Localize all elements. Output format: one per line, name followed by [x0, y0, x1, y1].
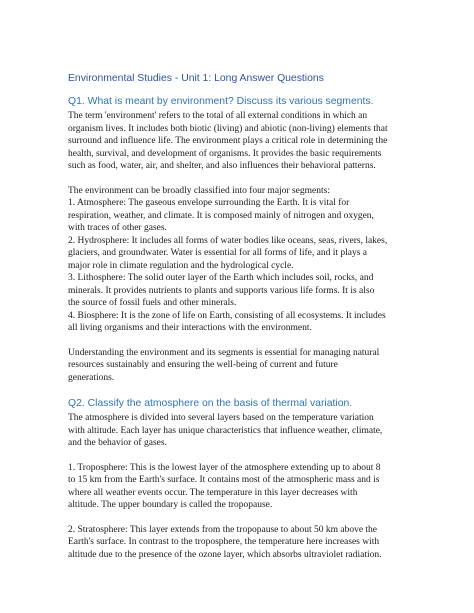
- q1-segments-list: [68, 185, 418, 335]
- document-content: [68, 72, 418, 561]
- paragraph-line: 2. Stratosphere: This layer extends from the tropopause to about 50 km above the: [68, 524, 378, 535]
- document-title: Environmental Studies - Unit 1: Long Answer Questions: [68, 73, 324, 84]
- paragraph-line: altitude. The upper boundary is called the tropopause.: [68, 500, 273, 510]
- paragraph-line: surround and influence life. The environment plays a critical role in determining the: [68, 136, 388, 146]
- q1-intro-paragraph: [68, 110, 418, 173]
- segment-biosphere-line: all living organisms and their interactions with the environment.: [68, 323, 312, 333]
- segment-lithosphere-line: minerals. It provides nutrients to plants and supports various life forms. It is also: [68, 285, 375, 296]
- segment-atmosphere-line: with traces of other gases.: [68, 223, 167, 233]
- paragraph-line: The atmosphere is divided into several layers based on the temperature variation: [68, 413, 374, 423]
- segment-lithosphere-line: the source of fossil fuels and other minerals.: [68, 298, 237, 308]
- segment-lithosphere-line: 3. Lithosphere: The solid outer layer of the Earth which includes soil, rocks, and: [68, 273, 374, 283]
- paragraph-line: The term 'environment' refers to the total of all external conditions in which an: [68, 111, 368, 121]
- segments-intro-line: The environment can be broadly classified into four major segments:: [68, 185, 330, 196]
- paragraph-line: with altitude. Each layer has unique characteristics that influence weather, climate,: [68, 425, 383, 436]
- paragraph-line: altitude due to the presence of the ozone layer, which absorbs ultraviolet radiation.: [68, 549, 382, 560]
- segment-atmosphere-line: respiration, weather, and climate. It is composed mainly of nitrogen and oxygen,: [68, 210, 374, 221]
- paragraph-line: organism lives. It includes both biotic (living) and abiotic (non-living) elements that: [68, 123, 388, 134]
- paragraph-line: Earth's surface. In contrast to the troposphere, the temperature here increases with: [68, 537, 380, 547]
- q2-heading: Q2. Classify the atmosphere on the basis of thermal variation.: [68, 398, 353, 409]
- q2-troposphere-paragraph: [68, 462, 418, 512]
- q2-stratosphere-paragraph: [68, 524, 418, 562]
- segment-atmosphere-line: 1. Atmosphere: The gaseous envelope surrounding the Earth. It is vital for: [68, 198, 350, 208]
- paragraph-line: to 15 km from the Earth's surface. It contains most of the atmospheric mass and is: [68, 475, 380, 485]
- segment-hydrosphere-line: major role in climate regulation and the hydrological cycle.: [68, 260, 294, 271]
- paragraph-line: such as food, water, air, and shelter, and also influences their behavioral patterns.: [68, 161, 376, 171]
- paragraph-line: resources sustainably and ensuring the well-being of current and future: [68, 360, 338, 370]
- paragraph-line: Understanding the environment and its segments is essential for managing natural: [68, 347, 380, 358]
- segment-biosphere-line: 4. Biosphere: It is the zone of life on Earth, consisting of all ecosystems. It includes: [68, 310, 386, 321]
- paragraph-line: 1. Troposphere: This is the lowest layer of the atmosphere extending up to about 8: [68, 462, 381, 473]
- q2-intro-paragraph: [68, 412, 418, 450]
- paragraph-line: where all weather events occur. The temperature in this layer decreases with: [68, 487, 358, 498]
- paragraph-line: and the behavior of gases.: [68, 438, 167, 448]
- segment-hydrosphere-line: glaciers, and groundwater. Water is essential for all forms of life, and it plays a: [68, 248, 368, 258]
- q1-heading: Q1. What is meant by environment? Discuss its various segments.: [68, 96, 374, 107]
- q1-conclusion-paragraph: [68, 347, 418, 385]
- paragraph-line: health, survival, and development of organisms. It provides the basic requirements: [68, 148, 382, 159]
- paragraph-line: generations.: [68, 372, 115, 383]
- segment-hydrosphere-line: 2. Hydrosphere: It includes all forms of water bodies like oceans, seas, rivers, lakes,: [68, 235, 388, 246]
